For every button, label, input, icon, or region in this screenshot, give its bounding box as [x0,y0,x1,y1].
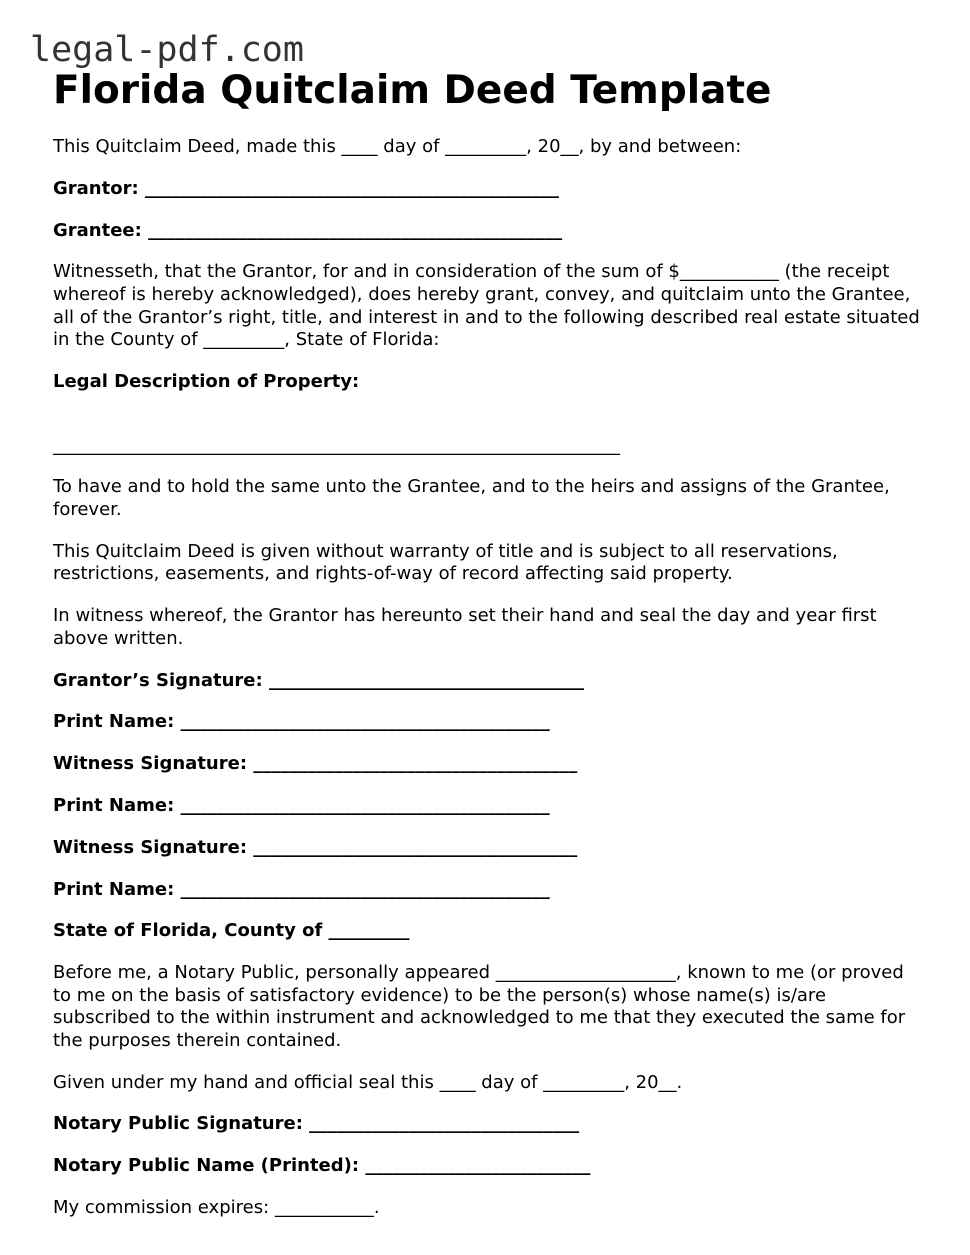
witness-signature-field-2: Witness Signature: ____________________________________ [53,836,578,858]
document [53,64,926,1239]
notary-name-field: Notary Public Name (Printed): _________________________ [53,1155,591,1177]
no-warranty-paragraph: This Quitclaim Deed is given without warranty of title and is subject to all reservations, restrictions, easements, and rights-of-way of record affecting said property. [53,540,844,585]
notary-statement-paragraph: Before me, a Notary Public, personally appeared ____________________, known to me (or proved to me on the basis of satisfactory evidence) to be the person(s) whose name(s) is/are subscribed to the within instrument and acknowledged to me that they executed the same for the purposes therein contained. [53,962,911,1051]
witnesseth-paragraph: Witnesseth, that the Grantor, for and in consideration of the sum of $___________ (the receipt whereof is hereby acknowledged), does hereby grant, convey, and quitclaim unto the Grantee, all of the Grantor’s right, title, and interest in and to the following described real estate situated in the County of _________, State of Florida: [53,261,926,351]
in-witness-paragraph: In witness whereof, the Grantor has hereunto set their hand and seal the day and year first above written. [53,605,883,649]
watermark: legal-pdf.com [30,30,304,70]
legal-description-spacer [53,413,923,435]
habendum-paragraph: To have and to hold the same unto the Grantee, and to the heirs and assigns of the Grantee, forever. [53,476,896,521]
intro-paragraph: This Quitclaim Deed, made this ____ day of _________, 20__, by and between: [53,136,742,157]
witness-signature-field-1: Witness Signature: ____________________________________ [53,753,578,775]
commission-expires-field: My commission expires: ___________. [53,1196,380,1218]
state-county-field: State of Florida, County of _________ [53,920,410,942]
print-name-field-1: Print Name: _________________________________________ [53,711,550,733]
print-name-field-2: Print Name: _________________________________________ [53,794,550,816]
legal-description-line: _______________________________________________________________ [53,434,620,456]
notary-signature-field: Notary Public Signature: ______________________________ [53,1113,580,1135]
given-under-paragraph: Given under my hand and official seal this ____ day of _________, 20__. [53,1071,683,1093]
grantee-field: Grantee: ______________________________________________ [53,219,563,241]
grantor-signature-field: Grantor’s Signature: ___________________________________ [53,669,584,691]
print-name-field-3: Print Name: _________________________________________ [53,878,550,900]
document-title: Florida Quitclaim Deed Template [53,68,772,113]
legal-description-heading: Legal Description of Property: [53,370,360,392]
grantor-field: Grantor: ______________________________________________ [53,177,559,199]
